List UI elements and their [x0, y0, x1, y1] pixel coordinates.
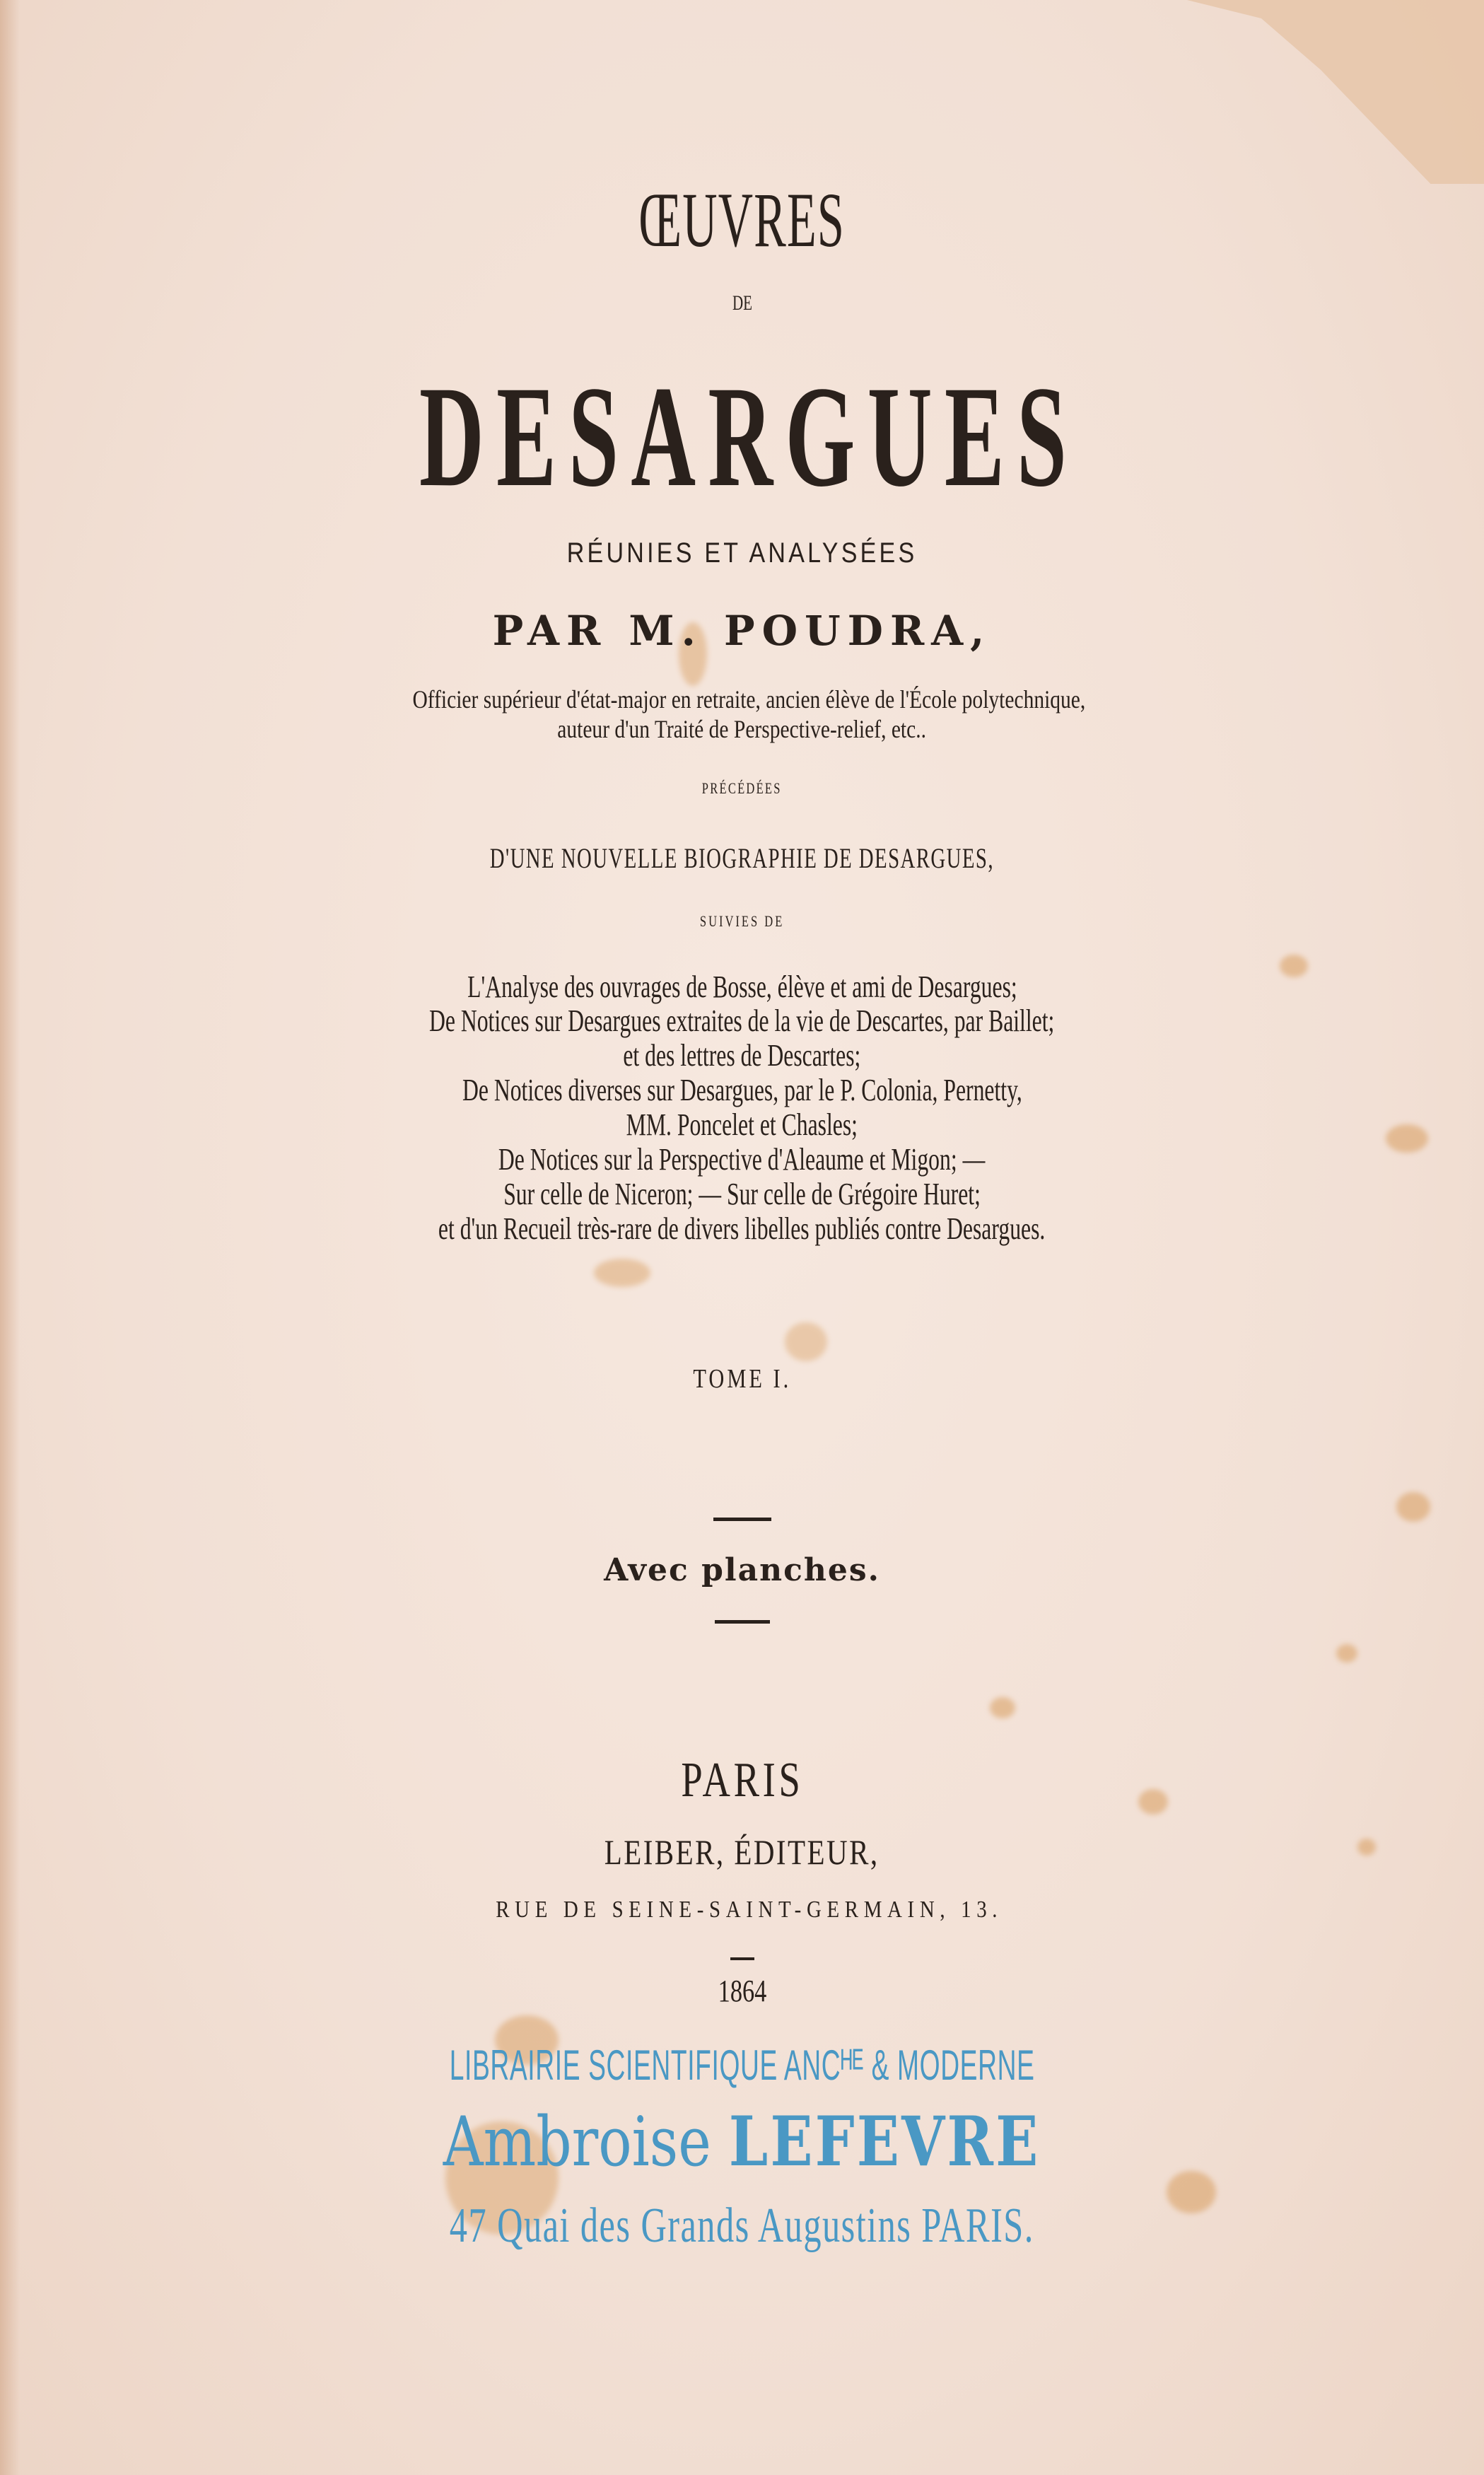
contents-line: Sur celle de Niceron; — Sur celle de Grégoire Huret; [503, 1177, 981, 1211]
editor-credentials-2: auteur d'un Traité de Perspective-relief, etc.. [557, 715, 927, 743]
imprint-publisher: LEIBER, ÉDITEUR, [604, 1832, 880, 1872]
contents-line: De Notices sur Desargues extraites de la vie de Descartes, par Baillet; [429, 1003, 1055, 1038]
stamp-first-name: Ambroise [443, 2102, 712, 2182]
foxing-stain [594, 1259, 650, 1287]
imprint-city: PARIS [680, 1753, 804, 1807]
biography-line: D'UNE NOUVELLE BIOGRAPHIE DE DESARGUES, [489, 842, 995, 874]
contents-line: De Notices sur la Perspective d'Aleaume et Migon; — [498, 1142, 986, 1177]
contents-line: et des lettres de Descartes; [623, 1038, 861, 1073]
contents-line: De Notices diverses sur Desargues, par le P. Colonia, Pernetty, [462, 1073, 1022, 1107]
volume-number: TOME I. [693, 1364, 791, 1394]
stamp-last-name: LEFEVRE [729, 2102, 1041, 2182]
bookseller-stamp-line1: LIBRAIRIE SCIENTIFIQUE ANCᴴᴱ & MODERNE [449, 2042, 1035, 2089]
title-oeuvres: ŒUVRES [638, 177, 846, 263]
title-desargues: DESARGUES [419, 356, 1080, 517]
imprint-address: RUE DE SEINE-SAINT-GERMAIN, 13. [496, 1897, 1003, 1923]
imprint-year: 1864 [718, 1974, 766, 2008]
divider-rule [730, 1957, 754, 1960]
title-connector: DE [732, 291, 752, 315]
bookseller-stamp-name [0, 2102, 1484, 2182]
foxing-stain [990, 1697, 1015, 1718]
followed-label: SUIVIES DE [699, 912, 785, 930]
contents-line: et d'un Recueil très-rare de divers libelles publiés contre Desargues. [438, 1211, 1046, 1246]
bookseller-stamp-address: 47 Quai des Grands Augustins PARIS. [449, 2199, 1034, 2253]
subtitle: RÉUNIES ET ANALYSÉES [566, 537, 918, 569]
editor-line: PAR M. POUDRA, [492, 607, 992, 655]
divider-rule [713, 1518, 771, 1521]
foxing-stain [1336, 1644, 1357, 1662]
contents-line: L'Analyse des ouvrages de Bosse, élève et ami de Desargues; [467, 969, 1017, 1004]
contents-line: MM. Poncelet et Chasles; [626, 1107, 858, 1142]
page-corner-discoloration [1187, 0, 1484, 184]
foxing-stain [1396, 1492, 1430, 1522]
divider-rule [715, 1620, 770, 1624]
preceded-label: PRÉCÉDÉES [702, 779, 782, 797]
foxing-stain [785, 1322, 827, 1361]
plates-note: Avec planches. [604, 1552, 880, 1588]
editor-credentials-1: Officier supérieur d'état-major en retraite, ancien élève de l'École polytechnique, [412, 685, 1086, 714]
